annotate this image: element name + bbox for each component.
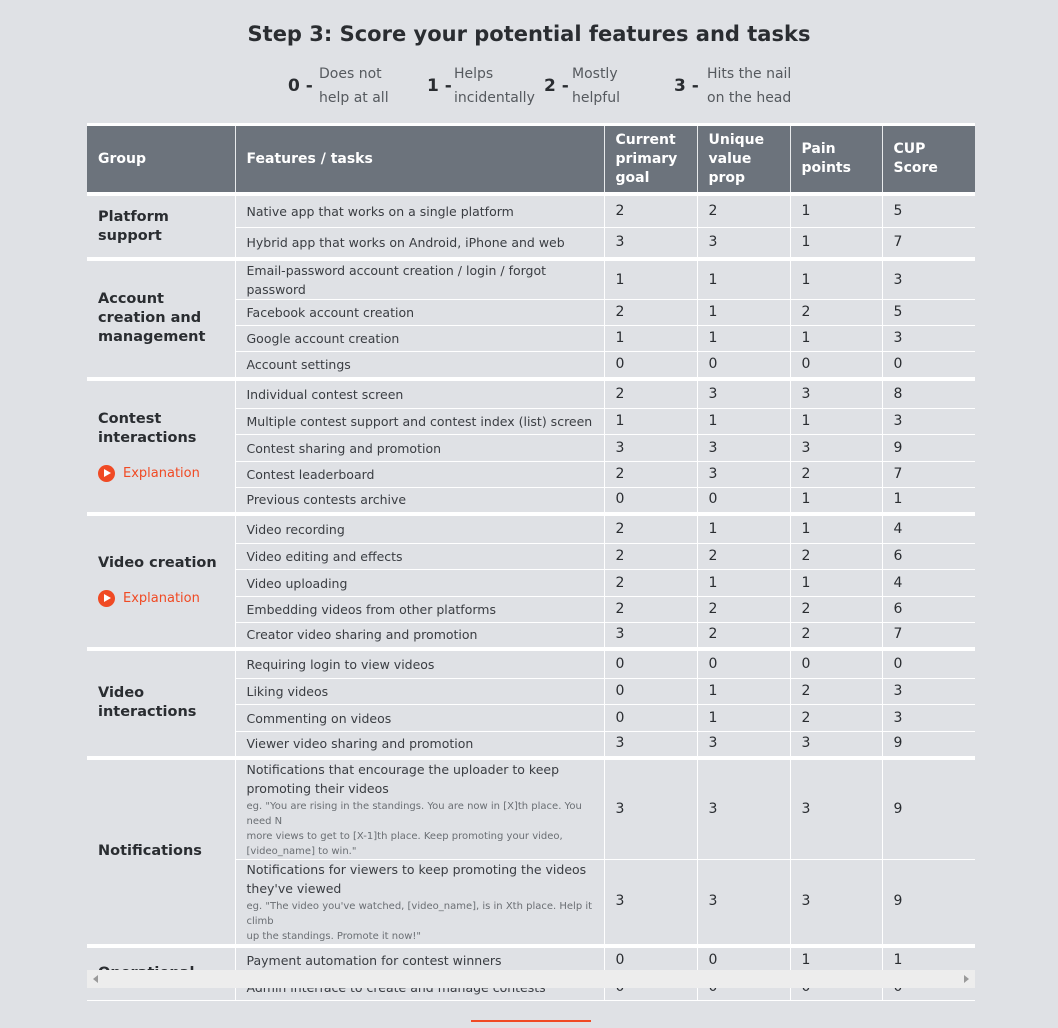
note-line: [video_name] to win." (246, 845, 357, 857)
cup-score: 4 (882, 514, 975, 544)
task-cell: Contest leaderboard (235, 462, 604, 488)
uvp-score: 1 (697, 705, 790, 732)
goal-score: 0 (604, 649, 697, 679)
cup-score: 0 (882, 649, 975, 679)
group-name-line: Contest (98, 410, 162, 427)
goal-score: 2 (604, 544, 697, 570)
play-icon (98, 590, 115, 607)
group-name-line: Platform (98, 208, 169, 225)
header-goal-line: goal (615, 169, 650, 186)
legend-2-desc-2: helpful (572, 90, 620, 106)
task-cell: Viewer video sharing and promotion (235, 732, 604, 758)
pain-score: 3 (790, 435, 882, 462)
cup-score: 3 (882, 326, 975, 352)
goal-score: 2 (604, 597, 697, 623)
uvp-score: 0 (697, 488, 790, 514)
uvp-score: 0 (697, 352, 790, 379)
cup-score: 9 (882, 435, 975, 462)
goal-score: 1 (604, 409, 697, 435)
pain-score: 0 (790, 352, 882, 379)
pain-score: 3 (790, 732, 882, 758)
pain-score: 3 (790, 859, 882, 946)
legend-2-desc-1: Mostly (572, 66, 618, 82)
uvp-score: 1 (697, 570, 790, 597)
task-cell: Facebook account creation (235, 300, 604, 326)
goal-score: 3 (604, 859, 697, 946)
task-cell: Requiring login to view videos (235, 649, 604, 679)
task-cell: Individual contest screen (235, 379, 604, 409)
header-uvp-line: Unique (708, 131, 765, 148)
task-cell: Commenting on videos (235, 705, 604, 732)
explanation-link-contest[interactable] (98, 464, 224, 483)
pain-score: 1 (790, 488, 882, 514)
note-line: eg. "The video you've watched, [video_name], is in Xth place. Help it climb (246, 900, 593, 927)
cup-score: 3 (882, 705, 975, 732)
header-cup-score (882, 125, 975, 195)
task-note (247, 899, 593, 944)
cup-score: 3 (882, 679, 975, 705)
task-cell: Video recording (235, 514, 604, 544)
pain-score: 3 (790, 758, 882, 860)
legend-0-desc-2: help at all (319, 90, 389, 106)
goal-score: 3 (604, 435, 697, 462)
uvp-score: 2 (697, 623, 790, 649)
feature-score-table (87, 123, 975, 1001)
header-unique-value-prop (697, 125, 790, 195)
cup-score: 1 (882, 488, 975, 514)
note-line: up the standings. Promote it now!" (246, 930, 422, 942)
header-cup-line: Score (893, 160, 938, 176)
cup-score: 4 (882, 570, 975, 597)
pain-score: 2 (790, 462, 882, 488)
cup-score: 3 (882, 409, 975, 435)
table-row (87, 194, 975, 227)
explanation-label: Explanation (123, 465, 200, 481)
task-cell: Account settings (235, 352, 604, 379)
cup-score: 9 (882, 758, 975, 860)
goal-score: 3 (604, 732, 697, 758)
table-row (87, 379, 975, 409)
task-line: they've viewed (246, 880, 342, 896)
task-cell: Video uploading (235, 570, 604, 597)
task-line: promoting their videos (246, 780, 389, 796)
goal-score: 3 (604, 758, 697, 860)
uvp-score: 3 (697, 435, 790, 462)
page-title: Step 3: Score your potential features and tasks (247, 22, 811, 46)
legend-2-number: 2 - (544, 76, 569, 96)
pain-score: 1 (790, 259, 882, 300)
uvp-score: 2 (697, 544, 790, 570)
group-cell-video-interactions (87, 649, 235, 758)
table-row (87, 649, 975, 679)
goal-score: 3 (604, 227, 697, 259)
header-goal-line: primary (615, 150, 678, 167)
group-name-line: interactions (98, 429, 197, 446)
goal-score: 3 (604, 623, 697, 649)
group-cell-contest-interactions (87, 379, 235, 514)
pain-score: 1 (790, 946, 882, 975)
pain-score: 1 (790, 194, 882, 227)
header-features: Features / tasks (235, 125, 604, 195)
uvp-score: 3 (697, 227, 790, 259)
cup-score: 7 (882, 227, 975, 259)
legend-3-desc-1: Hits the nail (707, 66, 792, 82)
cup-score: 7 (882, 623, 975, 649)
uvp-score: 1 (697, 326, 790, 352)
legend-0-number: 0 - (288, 76, 313, 96)
group-cell-account-creation (87, 259, 235, 379)
pain-score: 2 (790, 300, 882, 326)
task-line: Notifications for viewers to keep promoting the videos (246, 861, 587, 877)
pain-score: 2 (790, 679, 882, 705)
cup-score: 9 (882, 859, 975, 946)
header-uvp-line: prop (708, 169, 746, 186)
goal-score: 0 (604, 352, 697, 379)
header-pain-points (790, 125, 882, 195)
goal-score: 2 (604, 379, 697, 409)
horizontal-scrollbar[interactable] (87, 970, 975, 988)
header-group: Group (87, 125, 235, 195)
goal-score: 2 (604, 194, 697, 227)
legend-3-number: 3 - (674, 76, 699, 96)
group-cell-video-creation (87, 514, 235, 649)
cup-score: 6 (882, 544, 975, 570)
header-pain-line: Pain (801, 141, 836, 157)
pain-score: 1 (790, 514, 882, 544)
uvp-score: 3 (697, 462, 790, 488)
legend-1-desc-2: incidentally (454, 90, 535, 106)
group-name-line: creation and (98, 310, 202, 327)
group-cell-platform-support (87, 194, 235, 259)
task-cell: Email-password account creation / login / forgot password (235, 259, 604, 300)
pain-score: 1 (790, 570, 882, 597)
cup-score: 8 (882, 379, 975, 409)
uvp-score: 1 (697, 514, 790, 544)
pain-score: 1 (790, 326, 882, 352)
goal-score: 2 (604, 570, 697, 597)
group-name-line: Video creation (98, 555, 217, 571)
group-name-line: Video (98, 685, 145, 701)
pain-score: 1 (790, 409, 882, 435)
explanation-link-video[interactable] (98, 589, 224, 608)
goal-score: 0 (604, 679, 697, 705)
task-cell: Native app that works on a single platform (235, 194, 604, 227)
legend-1-desc-1: Helps (454, 66, 494, 82)
task-cell: Liking videos (235, 679, 604, 705)
table-row (87, 259, 975, 300)
goal-score: 0 (604, 488, 697, 514)
goal-score: 1 (604, 326, 697, 352)
note-line: more views to get to [X-1]th place. Keep promoting your video, (246, 830, 563, 842)
cup-score: 5 (882, 300, 975, 326)
task-cell: Creator video sharing and promotion (235, 623, 604, 649)
header-current-primary-goal (604, 125, 697, 195)
uvp-score: 0 (697, 649, 790, 679)
cup-score: 0 (882, 352, 975, 379)
task-line: Notifications that encourage the uploader to keep (246, 761, 560, 777)
header-uvp-line: value (708, 150, 752, 167)
cup-score: 6 (882, 597, 975, 623)
cup-score: 3 (882, 259, 975, 300)
legend-3-desc-2: on the head (707, 90, 792, 106)
uvp-score: 1 (697, 409, 790, 435)
goal-score: 2 (604, 462, 697, 488)
cup-score: 9 (882, 732, 975, 758)
pain-score: 1 (790, 227, 882, 259)
task-cell: Hybrid app that works on Android, iPhone and web (235, 227, 604, 259)
task-cell: Contest sharing and promotion (235, 435, 604, 462)
goal-score: 0 (604, 946, 697, 975)
explanation-label: Explanation (123, 591, 200, 606)
goal-score: 2 (604, 300, 697, 326)
task-cell: Video editing and effects (235, 544, 604, 570)
task-cell (235, 859, 604, 946)
uvp-score: 1 (697, 259, 790, 300)
score-legend (0, 62, 1058, 112)
task-cell: Google account creation (235, 326, 604, 352)
group-name-line: Account (98, 291, 164, 308)
pain-score: 2 (790, 544, 882, 570)
legend-1-number: 1 - (427, 76, 452, 96)
accent-divider (471, 1020, 591, 1022)
group-name-line: management (98, 329, 206, 346)
task-cell (235, 758, 604, 860)
pain-score: 2 (790, 623, 882, 649)
table-row (87, 758, 975, 860)
uvp-score: 3 (697, 859, 790, 946)
group-name-line: support (98, 227, 162, 244)
uvp-score: 1 (697, 300, 790, 326)
group-name-line: interactions (98, 704, 197, 720)
goal-score: 0 (604, 705, 697, 732)
cup-score: 5 (882, 194, 975, 227)
pain-score: 2 (790, 597, 882, 623)
uvp-score: 1 (697, 679, 790, 705)
uvp-score: 3 (697, 379, 790, 409)
legend-0-desc-1: Does not (319, 66, 382, 82)
task-cell: Previous contests archive (235, 488, 604, 514)
scroll-left-arrow-icon[interactable] (93, 975, 98, 983)
pain-score: 0 (790, 649, 882, 679)
pain-score: 3 (790, 379, 882, 409)
uvp-score: 2 (697, 597, 790, 623)
group-cell-notifications: Notifications (87, 758, 235, 946)
header-cup-line: CUP (893, 141, 926, 157)
goal-score: 2 (604, 514, 697, 544)
cup-score: 7 (882, 462, 975, 488)
play-icon (98, 465, 115, 482)
table-header-row (87, 125, 975, 195)
uvp-score: 3 (697, 758, 790, 860)
uvp-score: 3 (697, 732, 790, 758)
task-cell: Embedding videos from other platforms (235, 597, 604, 623)
table-row (87, 514, 975, 544)
uvp-score: 0 (697, 946, 790, 975)
task-cell: Payment automation for contest winners (235, 946, 604, 975)
header-goal-line: Current (615, 131, 676, 148)
goal-score: 1 (604, 259, 697, 300)
cup-score: 1 (882, 946, 975, 975)
note-line: eg. "You are rising in the standings. You are now in [X]th place. You need N (246, 800, 582, 827)
scroll-right-arrow-icon[interactable] (964, 975, 969, 983)
pain-score: 2 (790, 705, 882, 732)
header-pain-line: points (801, 160, 851, 176)
uvp-score: 2 (697, 194, 790, 227)
task-cell: Multiple contest support and contest index (list) screen (235, 409, 604, 435)
task-note (247, 799, 593, 859)
